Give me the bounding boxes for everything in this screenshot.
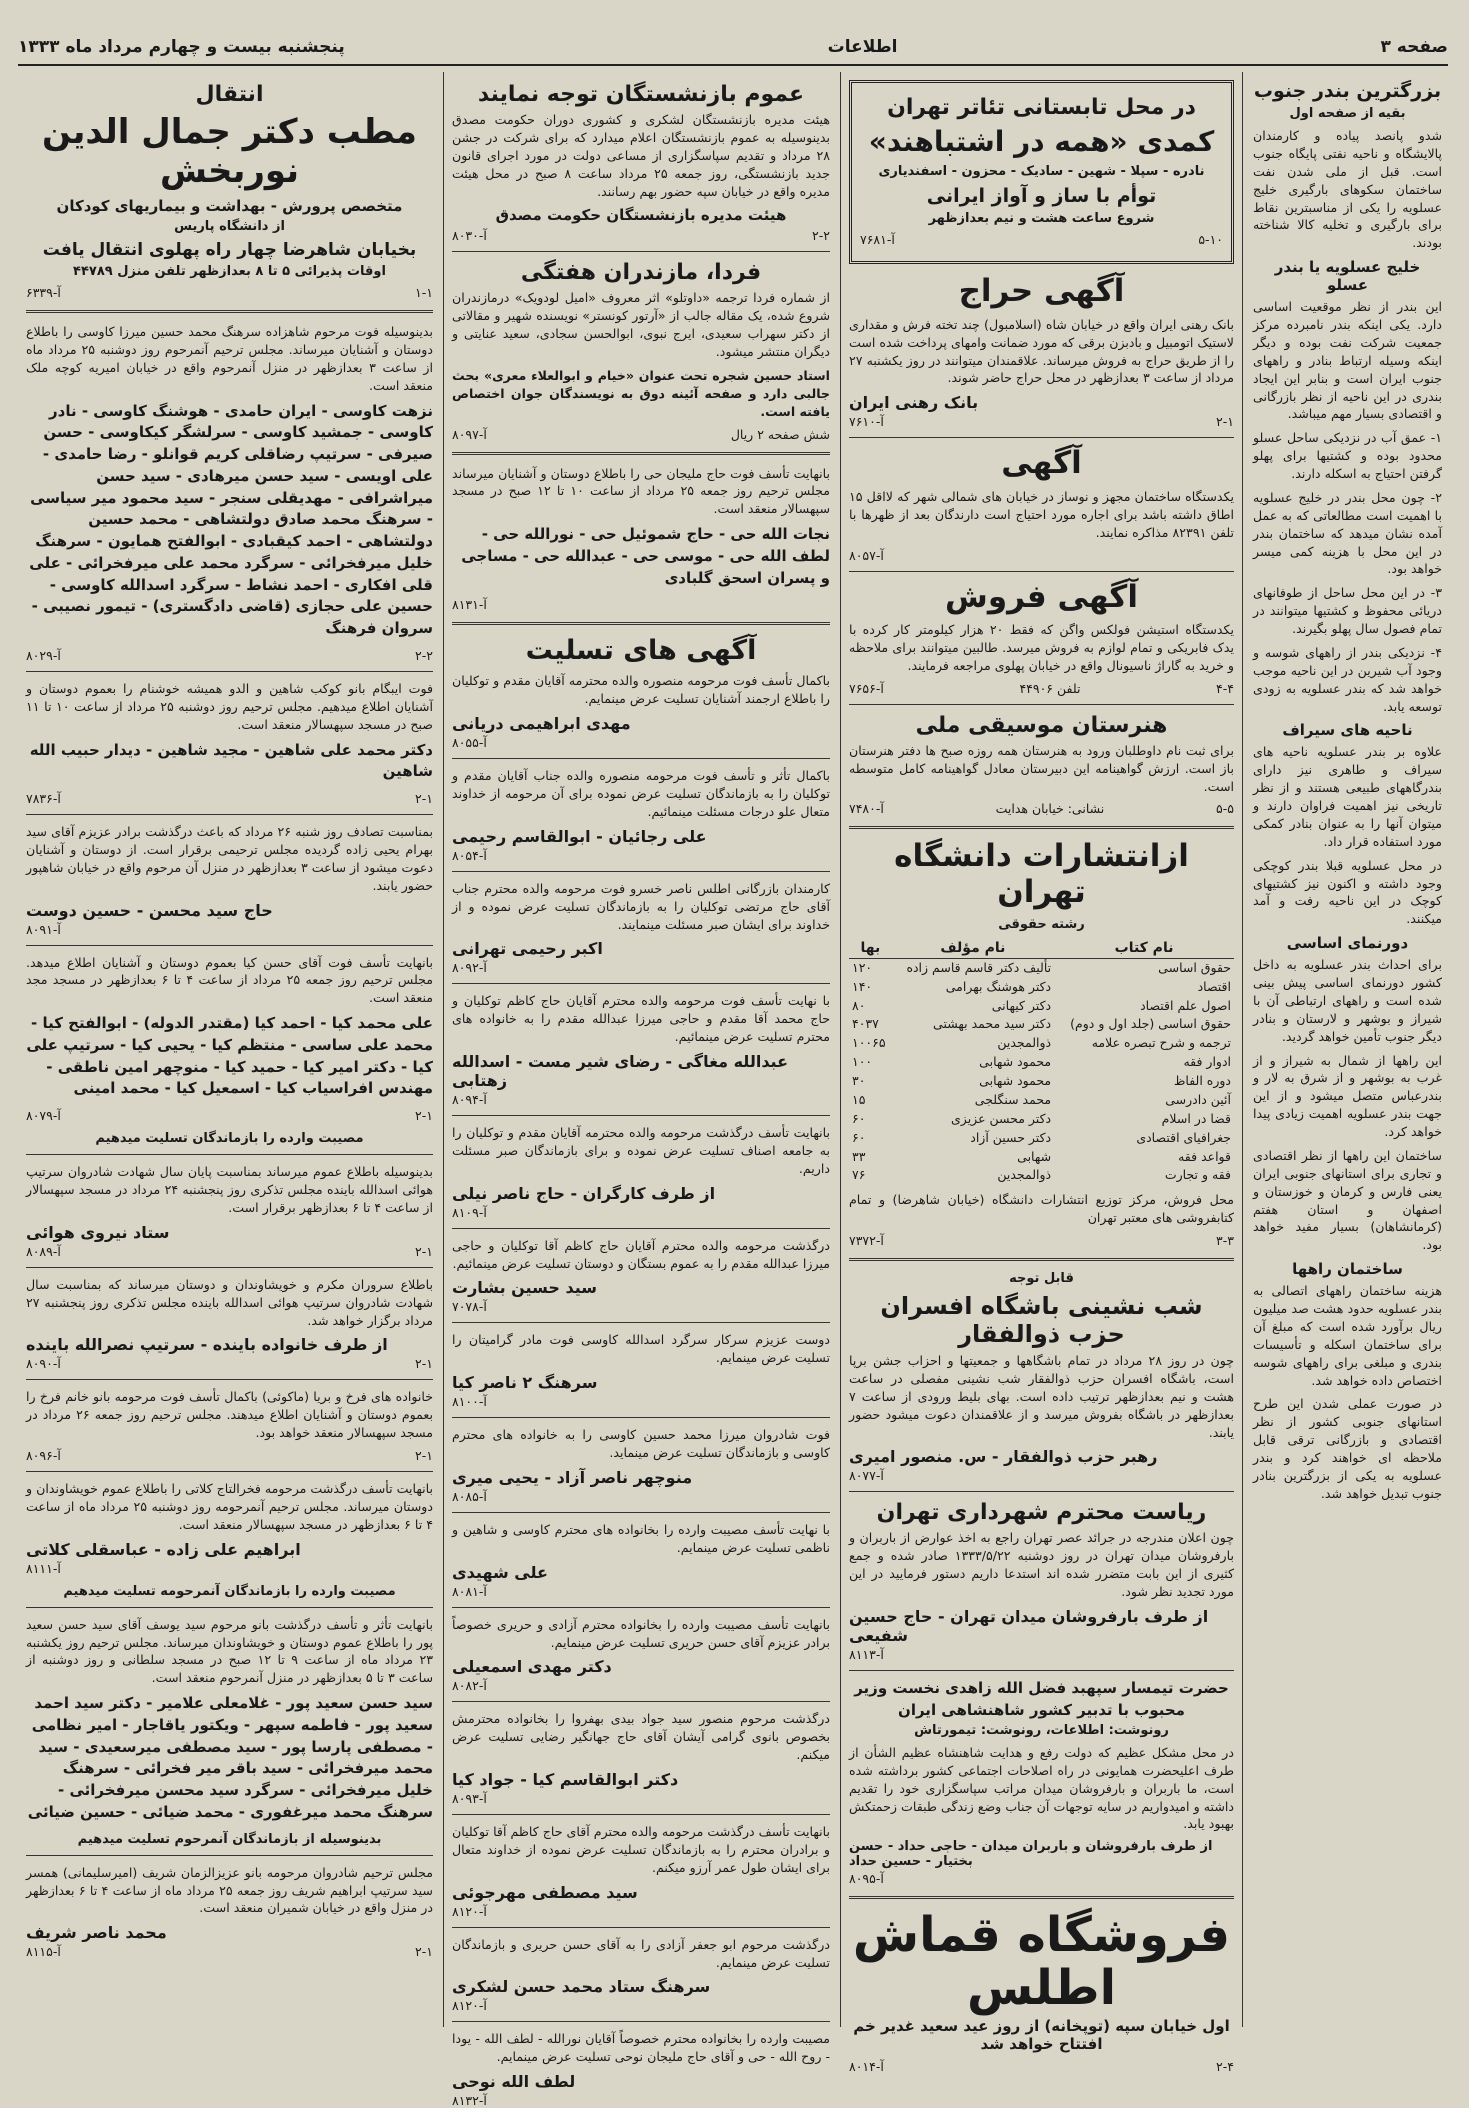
table-row: آئین دادرسی محمد سنگلجی ۱۵ xyxy=(852,1091,1231,1107)
books-header: نام مؤلف xyxy=(892,938,1054,959)
pm-signature: از طرف بارفروشان و باربران میدان - حاجی حداد - حسن بختیار - حسین حداد xyxy=(849,1839,1213,1870)
article-subhead: ساختمان راهها xyxy=(1292,1260,1403,1279)
page-number: صفحه ۳ xyxy=(1380,37,1448,57)
ad-code: ۲-۴ xyxy=(1216,2058,1234,2074)
atlas-subtitle: اول خیابان سپه (توپخانه) از روز عید سعید غدیر خم افتتاح خواهد شد xyxy=(853,2016,1230,2053)
clinic-specialty: متخصص پرورش - بهداشت و بیماریهای کودکان xyxy=(56,197,403,216)
article-paragraph: این راهها از شمال به شیراز و از غرب به بوشهر و از شرق به لار و بندرعباس متصل میشود و از این جهت بندر عسلویه اهمیت زیادی پیدا خواهد کرد. xyxy=(1253,1052,1442,1139)
ad-code: آ-۸۰۹۷ xyxy=(452,426,487,442)
article-subhead: ناحیه های سیراف xyxy=(1282,721,1413,740)
ad-code: آ-۸۰۹۵ xyxy=(849,1871,884,1887)
ad-code: آ-۸۰۸۵ xyxy=(452,1488,487,1504)
club-title: شب نشینی باشگاه افسران حزب ذوالفقار xyxy=(880,1292,1203,1349)
obituary-signature: محمد ناصر شریف xyxy=(26,1923,167,1943)
clinic-name: مطب دکتر جمال الدین نوربخش xyxy=(42,112,417,192)
obituary-footer: بدینوسیله از بازماندگان آنمرحوم تسلیت میدهیم xyxy=(77,1831,382,1847)
obituary-text: بانهایت تأسف فوت آقای حسن کیا بعموم دوستان و آشنایان اطلاع میدهد. مجلس ترحیم روز جمعه ۲۵ مرداد از ساعت ۴ تا ۶ بعدازظهر در مسجد مجد منعقد است. xyxy=(26,954,433,1006)
ad-code: آ-۸۰۹۶ xyxy=(26,1448,61,1464)
table-row: قواعد فقه شهابی ۳۳ xyxy=(852,1148,1231,1164)
condolence-signature: دکتر ابوالقاسم کیا - جواد کیا xyxy=(452,1770,679,1790)
article-paragraph: ۳- در این محل ساحل از طوفانهای دریائی محفوظ و کشتیها میتوانند در تمام فصول سال پهلو بگیرند. xyxy=(1253,585,1442,636)
ad-code: آ-۸۰۸۹ xyxy=(26,1243,61,1259)
condolence-signature: مهدی ابراهیمی دریانی xyxy=(452,714,631,734)
books-table xyxy=(849,938,1234,1186)
condolence-text: دوست عزیزم سرکار سرگرد اسدالله کاوسی فوت مادر گرامیتان را تسلیت عرض مینمایم. xyxy=(452,1332,830,1366)
obituary-text: فوت ایبگام بانو کوکب شاهین و الدو همیشه خوشنام را بعموم دوستان و آشنایان اطلاع میدهیم. مجلس ترحیم روز دوشنبه ۲۵ مرداد از ساعت ۱۰ تا ۱۱ صبح در مسجد سپهسالار منعقد است. xyxy=(26,680,433,732)
column-obituaries xyxy=(18,72,441,2027)
condolence-text: باکمال تأثر و تأسف فوت مرحومه منصوره والده جناب آقایان مقدم و توکلیان را به بازماندگان تسلیت عرض نموده برای آن مرحومه از خداوند متعال علو درجات مسئلت مینمائیم. xyxy=(452,768,830,819)
ad-code: آ-۷۰۷۸ xyxy=(452,1299,487,1315)
club-signature: رهبر حزب ذوالفقار - س. منصور امیری xyxy=(849,1447,1158,1467)
auction-title: آگهی حراج xyxy=(958,273,1125,310)
table-row: جغرافیای اقتصادی دکتر حسین آزاد ۶۰ xyxy=(852,1129,1231,1145)
article-paragraph: علاوه بر بندر عسلویه ناحیه های سیراف و طاهری نیز دارای بندرگاههای طبیعی هستند و از نظر تاریخی نیز اهمیت فراوان دارند و میتوان آنها را به عنوان بنادر کمکی مورد استفاده قرار داد. xyxy=(1253,744,1442,849)
theater-play: کمدی «همه در اشتباهند» xyxy=(868,125,1215,158)
condolence-text: با نهایت تأسف مصیبت وارده را بخانواده های محترم کاوسی و شاهین و ناظمی تسلیت عرض مینمایم. xyxy=(452,1521,830,1555)
clinic-address: بخیابان شاهرضا چهار راه پهلوی انتقال یافت xyxy=(42,240,417,261)
condolences-header: آگهی های تسلیت xyxy=(525,635,757,667)
ad-code: آ-۷۸۳۶ xyxy=(26,791,61,807)
column-condolences xyxy=(443,72,838,2108)
obituary-names: دکتر محمد علی شاهین - مجید شاهین - دیدار حبیب الله شاهین xyxy=(29,740,433,781)
paper-name: اطلاعات xyxy=(827,37,898,57)
university-subject: رشته حقوقی xyxy=(998,916,1085,932)
obituary-signature: ستاد نیروی هوائی xyxy=(26,1222,170,1242)
municipality-title: ریاست محترم شهرداری تهران xyxy=(876,1500,1207,1526)
theater-title: در محل تابستانی تئاتر تهران xyxy=(887,95,1196,120)
condolence-signature: سید مصطفی مهرجوئی xyxy=(452,1882,638,1902)
ad-code: آ-۸۰۱۴ xyxy=(849,2058,884,2074)
ad-code: آ-۸۱۱۳ xyxy=(849,1646,884,1662)
article-paragraph: در صورت عملی شدن این طرح استانهای جنوبی کشور از نظر اقتصادی و بازرگانی ترقی قابل ملاحظه ای خواهند کرد و بندر عسلویه به یکی از بزرگترین بنادر جنوب تبدیل خواهد شد. xyxy=(1253,1396,1442,1501)
article-continued: بقیه از صفحه اول xyxy=(1289,106,1406,121)
sale-phone: تلفن ۴۴۹۰۶ xyxy=(1019,680,1081,696)
ad-code: ۳-۳ xyxy=(1216,1233,1234,1249)
atlas-title: فروشگاه قماش اطلس xyxy=(852,1907,1231,2017)
ad-code: آ-۸۱۳۱ xyxy=(452,597,487,613)
university-title: ازانتشارات دانشگاه تهران xyxy=(894,838,1189,911)
condolence-text: بانهایت تأسف مصیبت وارده را بخانواده محترم آزادی و حریری خصوصاً برادر عزیزم آقای حسن حریری تسلیت عرض مینمایم. xyxy=(452,1616,830,1650)
club-kicker: قابل توجه xyxy=(1009,1271,1074,1287)
condolence-signature: علی شهیدی xyxy=(452,1562,548,1582)
column-ads xyxy=(840,72,1243,2074)
ad-code: ۲-۱ xyxy=(415,1356,433,1372)
ad-code: آ-۸۰۸۱ xyxy=(452,1583,487,1599)
table-row: حقوق اساسی تألیف دکتر قاسم قاسم زاده ۱۲۰ xyxy=(852,959,1231,975)
article-paragraph: ۱- عمق آب در نزدیکی ساحل عسلو محدود بوده و کشتیها برای پهلو گرفتن احتیاج به اسکله دارند. xyxy=(1253,430,1442,481)
ad-code: آ-۸۱۰۹ xyxy=(452,1204,487,1220)
condolence-text: درگذشت مرحوم ابو جعفر آزادی را به آقای حسن حریری و بازماندگان تسلیت عرض مینمایم. xyxy=(452,1936,830,1970)
club-text: چون در روز ۲۸ مرداد در تمام باشگاهها و جمعیتها و احزاب جشن برپا است، باشگاه افسران حزب ذوالفقار شب نشینی مفصلی در ساعت هشت و نیم بعدازظهر ترتیب داده است. بهای بلیط ورودی از ساعت ۷ بعدازظهر در باشگاه بفروش میرسد و از علاقمندان دعوت میشود حضور یابند. xyxy=(849,1353,1235,1440)
retirees-text: هیئت مدیره بازنشستگان لشکری و کشوری دوران حکومت مصدق بدینوسیله به عموم بازنشستگان اعلام میدارد که برای شرکت در جشن ۲۸ مرداد و تقدیم سپاسگزاری از مساعی دولت در مورد اجرای قانون جدید بازنشستگی، روز جمعه ۲۵ مرداد ساعت ۸ صبح در محل هیئت مدیره واقع در خیابان سپه حضور بهم رسانند. xyxy=(452,112,830,199)
obituary-names: نزهت کاوسی - ایران حامدی - هوشنگ کاوسی - نادر کاوسی - جمشید کاوسی - سرلشگر کیکاوسی - حسن صیرفی - سرتیپ رضاقلی کریم قوانلو - رضا حامدی - علی اویسی - سید حسن میرهادی - سید حسن میراشرافی - مهدیقلی سنجر - سید محمود میر سیاسی - سرهنگ محمد صادق دولتشاهی - محمد حسین دولتشاهی - احمد کیقبادی - ابوالفتح همایون - سرهنگ خلیل میرفخرائی - سرگرد محمد علی میرفخرائی - علی قلی افکاری - احمد نشاط - سرگرد اسدالله کاوسی - حسین علی حجازی (قاضی دادگستری) - تیمور نصیبی - سروان فرهنگ xyxy=(29,401,433,638)
ad-code: ۱-۱ xyxy=(415,285,433,301)
relocation-title: انتقال xyxy=(195,82,264,107)
mazandaran-price: شش صفحه ۲ ریال xyxy=(730,426,830,442)
theater-music: توأم با ساز و آواز ایرانی xyxy=(926,185,1157,208)
condolence-text: بانهایت تأسف درگذشت مرحومه والده محترم آقای حاج کاظم آقا توکلیان و برادران محترم را به بازماندگان تسلیت عرض نموده از خداوند متعال برای ایشان طول عمر آرزو میکنم. xyxy=(452,1824,830,1875)
ad-code: ۴-۴ xyxy=(1216,680,1234,696)
condolence-signature: سرهنگ ۲ ناصر کیا xyxy=(452,1373,598,1393)
condolence-signature: اکبر رحیمی تهرانی xyxy=(452,939,603,959)
obituary-text: مجلس ترحیم شادروان مرحومه بانو عزیزالزمان شریف (امیرسلیمانی) همسر سید سرتیپ ابراهیم شریف روز جمعه ۲۵ مرداد ماه از ساعت ۴ تا ۶ بعدازظهر در منزل واقع در خیابان شمیران منعقد است. xyxy=(26,1864,433,1916)
condolence-signature: علی رجائیان - ابوالقاسم رحیمی xyxy=(452,826,707,846)
ad-code: آ-۸۰۹۳ xyxy=(452,1791,487,1807)
pm-text: در محل مشکل عظیم که دولت رفع و هدایت شاهنشاه عظیم الشأن از طرف اعلیحضرت همایونی در راه اصلاحات اجتماعی کشور برداشته شده است، ما باربران و بارفروشان میدان مراتب سپاسگزاری خود را تقدیم داشته و امیدواریم در سایه توجهات آن جناب وضع زندگی طبقات زحمتکش بهبود یابد. xyxy=(849,1744,1234,1832)
table-row: اقتصاد دکتر هوشنگ بهرامی ۱۴۰ xyxy=(852,978,1231,994)
obituary-text: بانهایت تأثر و تأسف درگذشت بانو مرحوم سید یوسف آقای سید حسن سعید پور را باطلاع عموم دوستان و خویشاوندان میرساند. مجلس ترحیم روز یکشنبه ۲۳ مرداد ماه از ساعت ۹ تا ۱۲ صبح در مسجد سلطانی و روز دوشنبه از ساعت ۳ تا ۵ بعدازظهر در منزل آنمرحوم منعقد است. xyxy=(26,1616,433,1686)
ad-code: آ-۸۰۵۷ xyxy=(849,547,884,563)
article-paragraph: شدو پانصد پیاده و کارمندان پالایشگاه و ناحیه نفتی پایگاه جنوب است. قبل از ملی شدن نفت ساختمان سکوهای بارگیری خلیج عسلویه را یکی از مناسبترین نقاط برای بارگیری و تخلیه کالا شناخته بودند. xyxy=(1253,128,1442,251)
article-paragraph: هزینه ساختمان راههای اتصالی به بندر عسلویه حدود هشت صد میلیون ریال برآورد شده است که مبلغ آن برای ساختمان اسکله و تأسیسات بندری و مبلغی برای راههای شوسه اختصاص داده خواهد شد. xyxy=(1253,1283,1442,1388)
condolence-text: باکمال تأسف فوت مرحومه منصوره والده محترمه آقایان مقدم و توکلیان را باطلاع ارجمند آشنایان تسلیت عرض مینمایم. xyxy=(452,673,830,707)
ad-code: آ-۸۰۲۹ xyxy=(26,647,61,663)
music-address: نشانی: خیابان هدایت xyxy=(995,801,1105,817)
ad-code: آ-۸۱۲۰ xyxy=(452,1903,487,1919)
table-row: حقوق اساسی (جلد اول و دوم) دکتر سید محمد بهشتی ۴۰۳۷ xyxy=(852,1016,1231,1032)
university-footer: محل فروش، مرکز توزیع انتشارات دانشگاه (خیابان شاهرضا) و تمام کتابفروشی های معتبر تهران xyxy=(849,1192,1234,1226)
table-row: قضا در اسلام دکتر محسن عزیزی ۶۰ xyxy=(852,1110,1231,1126)
condolence-signature: سید حسین بشارت xyxy=(452,1278,597,1298)
auction-signature: بانک رهنی ایران xyxy=(849,393,979,413)
condolence-signature: سرهنگ ستاد محمد حسن لشکری xyxy=(452,1977,711,1997)
obituary-text: بمناسبت تصادف روز شنبه ۲۶ مرداد که باعث درگذشت برادر عزیزم آقای سید بهرام یحیی زاده گردیده مجلس ترحیمی برقرار است. از دوستان و آشنایان دعوت میشود از ساعت ۳ بعدازظهر در منزل آن مرحوم واقع در خیابان شاهپور حضور یابند. xyxy=(26,824,434,893)
obituary-footer: مصیبت وارده را بازماندگان تسلیت میدهیم xyxy=(95,1131,364,1147)
issue-date: پنجشنبه بیست و چهارم مرداد ماه ۱۳۳۳ xyxy=(18,37,345,57)
ad-code: آ-۸۰۷۷ xyxy=(849,1468,884,1484)
books-header: نام کتاب xyxy=(1054,938,1234,959)
retirees-title: عموم بازنشستگان توجه نمایند xyxy=(477,82,805,107)
sale-text: یکدستگاه استیشن فولکس واگن که فقط ۲۰ هزار کیلومتر کار کرده با یدک فابریکی و تمام لوازم به فروش میرسد. طالبین میتوانند برای ملاحظه و خرید به گاراژ ناسیونال واقع در خیابان پهلوی مراجعه فرمایند. xyxy=(849,622,1235,673)
theater-time: شروع ساعت هشت و نیم بعدازظهر xyxy=(928,211,1155,227)
condolence-signature: از طرف کارگران - حاج ناصر نیلی xyxy=(452,1183,716,1203)
music-title: هنرستان موسیقی ملی xyxy=(915,712,1168,738)
theater-ad xyxy=(849,80,1234,264)
condolence-signature: منوچهر ناصر آزاد - یحیی میری xyxy=(452,1467,693,1487)
table-row: دوره الفاظ محمود شهابی ۳۰ xyxy=(852,1073,1231,1089)
article-subhead: دورنمای اساسی xyxy=(1286,934,1409,953)
ad-code: آ-۸۰۹۰ xyxy=(26,1356,61,1372)
mazandaran-text: از شماره فردا ترجمه «داوتلو» اثر معروف «امیل لودویک» درمازندران شروع شده، یک مقاله جالب از «آرتور کونستر» نویسنده شهیر و مقالاتی از دکتر سهراب سعیدی، ایرج نبوی، ابوالحسن سجادی، سعید عنایتی و دیگران منتشر میشود. xyxy=(452,290,830,359)
article-paragraph: برای احداث بندر عسلویه به داخل کشور دورنمای اساسی پیش بینی شده است و راههای ارتباطی آن با شیراز و بوشهر و لارستان و بنادر دیگر جنوب تأمین خواهد گردید. xyxy=(1253,957,1442,1044)
table-row: ادوار فقه محمود شهابی ۱۰۰ xyxy=(852,1054,1231,1070)
obituary-footer: مصیبت وارده را بازماندگان آنمرحومه تسلیت میدهیم xyxy=(63,1583,396,1599)
ad-code: آ-۸۰۳۰ xyxy=(452,228,487,244)
ad-code: ۲-۱ xyxy=(415,1944,433,1960)
obituary-text: خانواده های فرخ و بریا (ماکوئی) باکمال تأسف فوت مرحومه بانو خانم فرخ را بعموم دوستان و آشنایان اطلاع میدهند. مجلس ترحیم روز جمعه ۲۶ مرداد در مسجد سپهسالار منعقد خواهد بود. xyxy=(26,1389,434,1441)
ad-code: ۲-۱ xyxy=(415,1243,433,1259)
ad-code: آ-۸۰۷۹ xyxy=(26,1108,61,1124)
table-row: ترجمه و شرح تبصره علامه ذوالمجدین ۱۰۰۶۵ xyxy=(852,1035,1231,1051)
ad-code: آ-۷۶۵۶ xyxy=(849,680,884,696)
obituary-text: باطلاع سروران مکرم و خویشاوندان و دوستان میرساند که بمناسبت سال شهادت شادروان سرتیپ هوائی اسدالله باینده مجلس تذکری روز پنجشنبه ۲۷ مرداد برگزار خواهد شد. xyxy=(26,1276,433,1328)
obituary-names: سید حسن سعید پور - غلامعلی علامیر - دکتر سید احمد سعید پور - فاطمه سپهر - ویکتور یاقاجار - امیر نظامی - مصطفی پارسا پور - سید مصطفی میرسعیدی - سید محمد میرفخرائی - سید باقر میر فخرائی - سرهنگ خلیل میرفخرائی - سرگرد سید محسن میرفخرائی - سرهنگ محمد میرغفوری - محمد ضیائی - حسین ضیائی xyxy=(27,1694,433,1821)
pm-cc: رونوشت: اطلاعات، رونوشت: تیمورتاش xyxy=(914,1722,1169,1738)
theater-cast: نادره - سپلا - شهین - سادیک - محزون - اسفندیاری xyxy=(878,164,1205,180)
condolence-signature: عبدالله مغاگی - رضای شیر مست - اسدالله زهتابی xyxy=(452,1052,789,1091)
ad-code: آ-۸۰۵۴ xyxy=(452,847,487,863)
article-paragraph: ۴- نزدیکی بندر از راههای شوسه و وجود آب شیرین در این ناحیه موجب خواهد شد که بندر عسلویه به زودی توسعه یابد. xyxy=(1253,644,1442,714)
ad-code: آ-۸۰۹۲ xyxy=(452,960,487,976)
retirees-signature: هیئت مدیره بازنشستگان حکومت مصدق xyxy=(495,206,787,225)
municipality-text: چون اعلان مندرجه در جرائد عصر تهران راجع به اخذ عوارض از باربران و بارفروشان میدان تهران در روز دوشنبه ۱۳۳۳/۵/۲۲ صادر شده و جمع کثیری از این بابت متضرر شده اند استدعا داریم دستور فرمایید در این مورد تجدید نظر شود. xyxy=(849,1530,1234,1600)
obituary-text: بانهایت تأسف درگذشت مرحومه فخرالتاج کلاتی را باطلاع عموم خویشاوندان و دوستان میرساند. مجلس ترحیم آنمرحومه روز دوشنبه ۲۵ مرداد ماه از ساعت ۴ تا ۶ بعدازظهر در مسجد سپهسالار منعقد است. xyxy=(26,1481,433,1532)
sale-title: آگهی فروش xyxy=(945,578,1138,615)
auction-text: بانک رهنی ایران واقع در خیابان شاه (اسلامبول) چند تخته فرش و مقداری لاستیک اتومبیل و بادبزن برقی که مورد ضمانت وامهای پرداخت شده است را از طریق حراج به فروش میرساند. علاقمندان میتوانند در روز یکشنبه ۲۷ مرداد از ساعت ۳ بعدازظهر در محل حراج حاضر شوند. xyxy=(849,316,1234,386)
condolence-signature: دکتر مهدی اسمعیلی xyxy=(452,1657,612,1677)
condolence-text: فوت شادروان میرزا محمد حسین کاوسی را به خانواده های محترم کاوسی و بازماندگان تسلیت عرض مینماید. xyxy=(452,1427,830,1461)
article-title: بزرگترین بندر جنوب xyxy=(1253,80,1442,102)
condolence-text: کارمندان بازرگانی اطلس ناصر خسرو فوت مرحومه والده محترم جناب آقای حاج مرتضی توکلیان را به بازماندگان تسلیت عرض نموده و از خداوند برای ایشان صبر مسئلت مینمایند. xyxy=(452,880,830,932)
obituary-signature: از طرف خانواده باینده - سرتیپ نصرالله باینده xyxy=(26,1335,388,1355)
article-paragraph: این بندر از نظر موقعیت اساسی دارد. یکی اینکه بندر نامبرده مرکز جمعیت شرکت نفت بوده و دیگر اینکه وسیله ارتباط بنادر و راههای جنوب ایران است و بنابر این ایجاد بندری در این ناحیه از نظر بازرگانی و اقتصادی بسیار مهم میباشد. xyxy=(1253,299,1442,422)
condolence-text: درگذشت مرحومه والده محترم آقایان حاج کاظم آقا توکلیان و حاجی میرزا عبدالله مقدم را به عموم بستگان و دوستان تسلیت عرض مینمائیم. xyxy=(452,1237,830,1271)
books-header: بها xyxy=(849,938,892,959)
ad-code: آ-۸۱۲۰ xyxy=(452,1998,487,2014)
article-paragraph: در محل عسلویه قبلا بندر کوچکی وجود داشته و اکنون نیز کشتیهای کوچک در این ناحیه رفت و آمد میکنند. xyxy=(1253,857,1442,927)
ad-code: آ-۸۱۱۱ xyxy=(26,1560,61,1576)
ad-code: ۵-۵ xyxy=(1216,801,1234,817)
condolence-intro: بانهایت تأسف فوت حاج ملیجان حی را باطلاع دوستان و آشنایان میرساند مجلس ترحیم روز جمعه ۲۵ مرداد از ساعت ۱۰ تا ۱۲ صبح در مسجد سپهسالار منعقد است. xyxy=(452,465,831,517)
ad-code: آ-۷۶۸۱ xyxy=(860,232,895,248)
pm-title: حضرت تیمسار سپهبد فضل الله زاهدی نخست وزیر xyxy=(854,1678,1229,1697)
pm-subtitle: محبوب با تدبیر کشور شاهنشاهی ایران xyxy=(898,1700,1185,1719)
obituary-signature: حاج سید محسن - حسین دوست xyxy=(26,900,273,920)
ad-code: آ-۸۰۹۱ xyxy=(26,921,61,937)
ad-code: آ-۸۰۹۴ xyxy=(452,1092,487,1108)
condolence-signature: لطف الله نوحی xyxy=(452,2072,576,2092)
ad-code: آ-۸۱۰۰ xyxy=(452,1394,487,1410)
ad-code: ۲-۱ xyxy=(415,1108,433,1124)
condolence-text: درگذشت مرحوم منصور سید جواد بیدی بهفروا را بخانواده محترمش بخصوص بانوی گرامی آیشان آقای حاج جهانگیر رضایی تسلیت عرض میکنم. xyxy=(452,1711,830,1763)
ad-code: آ-۸۱۳۲ xyxy=(452,2093,487,2108)
clinic-origin: از دانشگاه پاریس xyxy=(174,219,285,235)
mazandaran-text-2: استاد حسین شجره تحت عنوان «خیام و ابوالعلاء معری» بحث جالبی دارد و صفحه آئینه دوق به نویسندگان جوان اختصاص یافته است. xyxy=(452,367,830,419)
obituary-names: علی محمد کیا - احمد کیا (مقتدر الدوله) - ابوالفتح کیا - محمد علی ساسی - منتظم کیا - یحیی کیا - سرتیپ علی کیا - دکتر امیر کیا - حمید کیا - منوچهر امین ناطقی - مهندس افراسیاب کیا - اسمعیل کیا - محمد امینی xyxy=(26,1014,433,1098)
table-row: فقه و تجارت ذوالمجدین ۷۶ xyxy=(852,1167,1231,1183)
music-text: برای ثبت نام داوطلبان ورود به هنرستان همه روزه صبح ها دفتر هنرستان باز است. ارزش گواهینامه این دبیرستان معادل گواهینامه کامل متوسطه است. xyxy=(849,742,1234,794)
ad-code: آ-۸۰۸۲ xyxy=(452,1678,487,1694)
ad-code: آ-۸۱۱۵ xyxy=(26,1944,61,1960)
ad-code: آ-۸۰۵۵ xyxy=(452,735,487,751)
condolence-text: با نهایت تأسف فوت مرحومه والده محترم آقایان حاج کاظم توکلیان و حاج محمد آقا مقدم و حاجی میرزا عبدالله مقدم را به خانواده های محترم تسلیت عرض مینمائیم. xyxy=(452,993,830,1045)
article-paragraph: ساختمان این راهها از نظر اقتصادی و تجاری برای استانهای جنوبی ایران یعنی فارس و کرمان و خوزستان و اصفهان و استان هفتم (کرمانشاهان) بسیار مفید خواهد بود. xyxy=(1253,1147,1442,1253)
column-port-article xyxy=(1245,72,1450,2027)
ad-code: آ-۷۴۸۰ xyxy=(849,801,884,817)
masthead xyxy=(18,30,1448,66)
mazandaran-title: فردا، مازندران هفتگی xyxy=(520,260,762,286)
obituary-text: بدینوسیله باطلاع عموم میرساند بمناسبت پایان سال شهادت شادروان سرتیپ هوائی اسدالله باینده مجلس تذکری روز پنجشنبه ۲۴ مرداد در مسجد سپهسالار از ساعت ۴ تا ۶ بعدازظهر برقرار است. xyxy=(26,1164,434,1215)
ad-code: آ-۷۶۱۰ xyxy=(849,414,884,430)
municipality-signature: از طرف بارفروشان میدان تهران - حاج حسین شفیعی xyxy=(849,1606,1209,1645)
condolence-text: بانهایت تأسف درگذشت مرحومه والده محترمه آقایان مقدم و توکلیان را به جامعه اصناف تسلیت عرض نموده و برای بازماندگان صبر مسئلت داریم. xyxy=(452,1125,830,1176)
ad-code: ۲-۱ xyxy=(415,791,433,807)
obituary-signature: ابراهیم علی زاده - عباسقلی کلاتی xyxy=(26,1539,301,1559)
condolence-text: مصیبت وارده را بخانواده محترم خصوصاً آقایان نورالله - لطف الله - یودا - روح الله - حی و آقای حاج ملیجان نوحی تسلیت عرض مینمایم. xyxy=(452,2031,830,2065)
ad-code: ۵-۱۰ xyxy=(1198,232,1223,248)
ad-code: ۲-۱ xyxy=(1216,414,1234,430)
clinic-hours: اوقات پذیرائی ۵ تا ۸ بعدازظهر تلفن منزل ۴۴۷۸۹ xyxy=(73,264,386,280)
notice-text: یکدستگاه ساختمان مجهز و نوساز در خیابان های شمالی شهر که لااقل ۱۵ اطاق داشته باشد برای اجاره مورد احتیاج است دارندگان بعد از ظهرها با تلفن ۸۲۳۹۱ مذاکره نمایند. xyxy=(849,488,1234,540)
table-row: اصول علم اقتصاد دکتر کیهانی ۸۰ xyxy=(852,997,1231,1013)
ad-code: ۲-۱ xyxy=(415,1448,433,1464)
ad-code: ۲-۲ xyxy=(812,228,830,244)
ad-code: آ-۷۳۷۲ xyxy=(849,1233,884,1249)
notice-title: آگهی xyxy=(1001,445,1082,482)
condolence-names: نجات الله حی - حاج شموئیل حی - نورالله حی - لطف الله حی - موسی حی - عبدالله حی - مساجی و پسران اسحق گلبادی xyxy=(461,525,830,587)
article-subhead: خلیج عسلویه یا بندر عسلو xyxy=(1274,258,1421,295)
ad-code: ۲-۲ xyxy=(415,647,433,663)
ad-code: آ-۶۳۳۹ xyxy=(26,285,61,301)
article-paragraph: ۲- چون محل بندر در خلیج عسلویه با اهمیت است مطالعاتی که به عمل آمده نشان میدهد که ساختمان بندر در این محل با هزینه کمی میسر خواهد بود. xyxy=(1253,489,1442,577)
obituary-text: بدینوسیله فوت مرحوم شاهزاده سرهنگ محمد حسین میرزا کاوسی را باطلاع دوستان و آشنایان میرساند. مجلس ترحیم آنمرحوم روز دوشنبه ۲۵ مرداد ماه از ساعت ۳ بعدازظهر در منزل آنمرحوم واقع در خیابان امیریه کوچه ملک منعقد است. xyxy=(26,324,433,393)
